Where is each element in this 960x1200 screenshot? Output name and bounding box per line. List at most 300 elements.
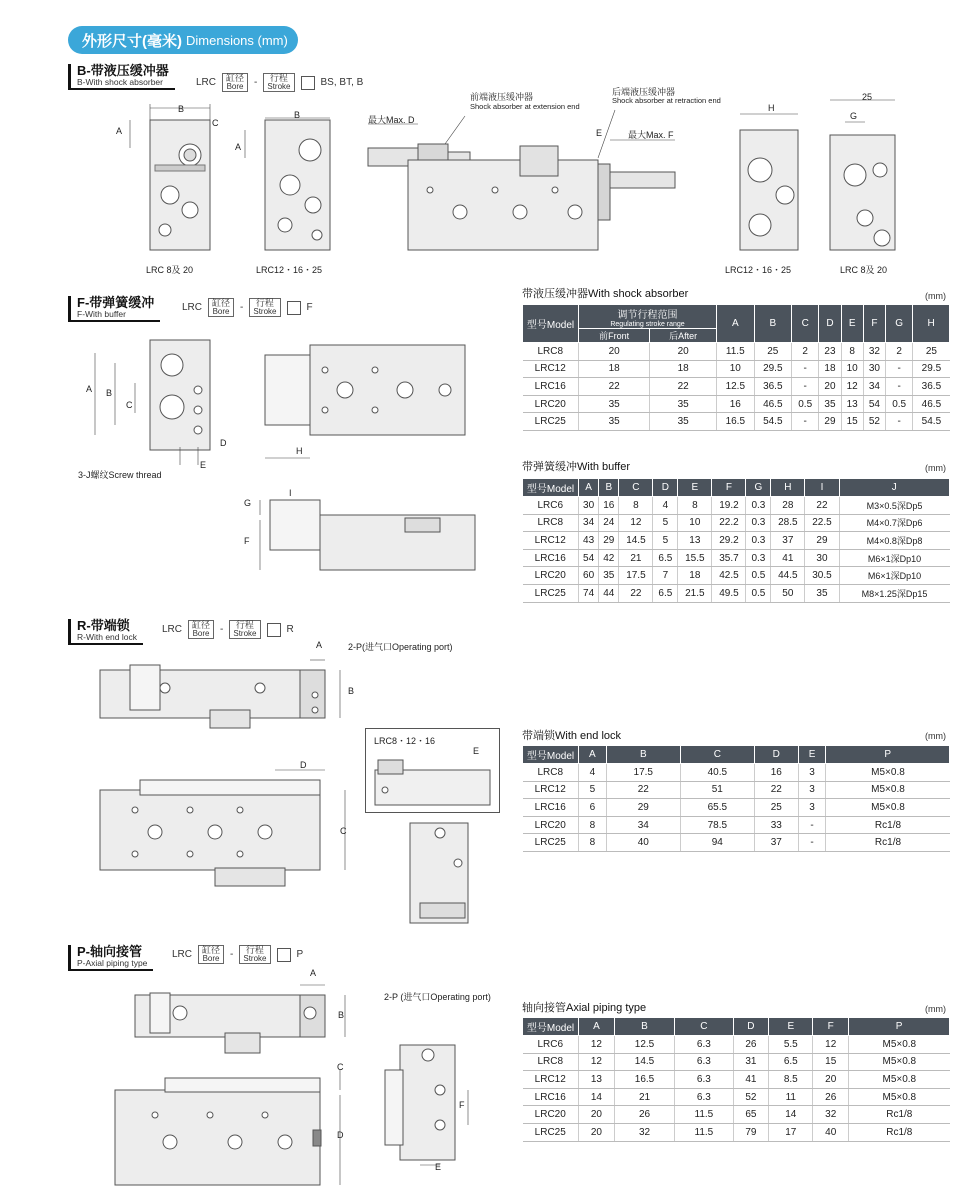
section-b-title — [68, 64, 175, 90]
table-cell: 16.5 — [717, 413, 755, 431]
table-row — [523, 1106, 950, 1124]
stroke-en: Stroke — [233, 629, 257, 638]
table-cell: M6×1深Dp10 — [839, 567, 950, 585]
dim-label-e-f: E — [200, 460, 207, 470]
table-cell: M4×0.8深Dp8 — [839, 532, 950, 550]
table-cell: 11 — [769, 1088, 813, 1106]
th-front: 前Front — [579, 329, 650, 343]
table-cell: M5×0.8 — [849, 1036, 950, 1054]
dim-label-a: A — [116, 126, 123, 136]
table-cell: 18 — [819, 360, 841, 378]
table-cell: 94 — [680, 834, 754, 852]
table-cell: 3 — [798, 781, 826, 799]
option-square — [267, 623, 281, 637]
table-cell: M5×0.8 — [826, 799, 950, 817]
table-cell: 24 — [599, 514, 619, 532]
table-cell: LRC20 — [523, 395, 579, 413]
table-row — [523, 343, 950, 361]
label-screw-thread: 3-J螺纹Screw thread — [78, 470, 162, 480]
table-cell: 34 — [606, 816, 680, 834]
table-cell: LRC6 — [523, 497, 579, 515]
table-cell: 17.5 — [606, 764, 680, 782]
section-b-title-cn: B-带液压缓冲器 — [77, 63, 169, 78]
table-cell: 29 — [606, 799, 680, 817]
section-r-code: LRC 缸径 Bore - 行程 Stroke R — [162, 620, 294, 638]
code-suffix: P — [296, 949, 304, 960]
table-header-cell: A — [579, 1018, 615, 1036]
table-cell: 16 — [599, 497, 619, 515]
table-row — [523, 378, 950, 396]
table-cell: 41 — [771, 549, 805, 567]
section-f-title-cn: F-带弹簧缓冲 — [77, 295, 155, 310]
table-cell: 26 — [813, 1088, 849, 1106]
table-cell: 6.3 — [675, 1053, 733, 1071]
section-b-title-en: B-With shock absorber — [77, 77, 163, 87]
table-header-cell: F — [813, 1018, 849, 1036]
table-cell: 0.3 — [746, 514, 771, 532]
table-buffer-unit: (mm) — [925, 463, 946, 473]
table-cell: - — [792, 413, 819, 431]
code-prefix: LRC — [182, 302, 203, 313]
table-cell: 12 — [579, 1053, 615, 1071]
table-row — [523, 532, 950, 550]
table-cell: LRC6 — [523, 1036, 579, 1054]
stroke-box — [229, 620, 260, 639]
label-front-absorber-cn: 前端液压缓冲器 — [470, 92, 534, 102]
dim-label-b-p: B — [338, 1010, 345, 1020]
th-col: G — [886, 305, 913, 343]
table-cell: 46.5 — [913, 395, 950, 413]
table-cell: 2 — [792, 343, 819, 361]
table-cell: 10 — [717, 360, 755, 378]
table-cell: 49.5 — [712, 584, 746, 602]
table-row — [523, 764, 950, 782]
stroke-cn: 行程 — [269, 73, 288, 83]
label-rear-absorber-en: Shock absorber at retraction end — [612, 96, 721, 105]
table-cell: Rc1/8 — [849, 1123, 950, 1141]
table-cell: 0.5 — [746, 567, 771, 585]
table-cell: 20 — [650, 343, 717, 361]
table-cell: 5.5 — [769, 1036, 813, 1054]
dim-label-g-f: G — [244, 498, 252, 508]
table-cell: 44.5 — [771, 567, 805, 585]
table-cell: 29.5 — [913, 360, 950, 378]
label-lrc8-20: LRC 8及 20 — [146, 265, 194, 275]
drawing-r-detail — [370, 755, 495, 810]
table-cell: 29 — [599, 532, 619, 550]
dim-label-d-f: D — [220, 438, 227, 448]
dim-label-f-p: F — [459, 1100, 465, 1110]
table-cell: LRC8 — [523, 1053, 579, 1071]
table-cell: 12 — [841, 378, 863, 396]
table-cell: 29.5 — [754, 360, 792, 378]
table-cell: Rc1/8 — [826, 816, 950, 834]
table-cell: LRC8 — [523, 764, 579, 782]
dim-label-i-f: I — [289, 488, 292, 498]
table-end-lock — [522, 745, 950, 852]
table-cell: LRC12 — [523, 1071, 579, 1089]
th-col: H — [913, 305, 950, 343]
table-row — [523, 549, 950, 567]
table-axial-unit: (mm) — [925, 1004, 946, 1014]
section-f-title — [68, 296, 160, 322]
stroke-en: Stroke — [267, 82, 291, 91]
table-header-cell: 型号Model — [523, 746, 579, 764]
label-max-d: 最大Max. D — [368, 115, 415, 125]
table-cell: 22.5 — [805, 514, 839, 532]
table-cell: 54 — [863, 395, 885, 413]
option-square — [301, 76, 315, 90]
th-col: D — [819, 305, 841, 343]
table-cell: 14 — [769, 1106, 813, 1124]
table-row — [523, 360, 950, 378]
label-lrc12-16-25: LRC12・16・25 — [256, 265, 323, 275]
table-cell: 33 — [754, 816, 798, 834]
label-lrc8-20-right: LRC 8及 20 — [840, 265, 888, 275]
table-cell: 40.5 — [680, 764, 754, 782]
table-cell: 12 — [579, 1036, 615, 1054]
table-cell: 21.5 — [678, 584, 712, 602]
table-cell: 20 — [813, 1071, 849, 1089]
table-cell: 52 — [733, 1088, 769, 1106]
table-cell: 51 — [680, 781, 754, 799]
table-cell: 37 — [754, 834, 798, 852]
table-row — [523, 1123, 950, 1141]
table-cell: 65.5 — [680, 799, 754, 817]
table-row — [523, 816, 950, 834]
drawing-f-top-view — [255, 490, 475, 580]
table-cell: 10 — [841, 360, 863, 378]
table-cell: 22 — [619, 584, 653, 602]
table-cell: 6.3 — [675, 1036, 733, 1054]
table-cell: LRC16 — [523, 378, 579, 396]
table-cell: LRC12 — [523, 532, 579, 550]
label-max-f: 最大Max. F — [628, 130, 674, 140]
table-buffer-title: 带弹簧缓冲With buffer — [522, 461, 630, 473]
table-cell: 14 — [579, 1088, 615, 1106]
table-cell: 29.2 — [712, 532, 746, 550]
table-cell: 20 — [579, 1106, 615, 1124]
table-row — [523, 514, 950, 532]
table-cell: 6 — [579, 799, 607, 817]
table-cell: 22 — [579, 378, 650, 396]
table-shock-absorber — [522, 304, 950, 431]
table-row — [523, 584, 950, 602]
table-cell: 36.5 — [754, 378, 792, 396]
table-cell: 32 — [863, 343, 885, 361]
dim-label-b-r: B — [348, 686, 355, 696]
table-header-cell: J — [839, 479, 950, 497]
stroke-cn: 行程 — [245, 945, 264, 955]
section-p-title — [68, 945, 153, 971]
table-cell: 8 — [579, 834, 607, 852]
code-prefix: LRC — [162, 624, 183, 635]
table-cell: 20 — [819, 378, 841, 396]
bore-cn: 缸径 — [226, 73, 245, 83]
drawing-p-end-view — [380, 1030, 480, 1180]
bore-en: Bore — [226, 82, 244, 91]
drawing-r-side-view — [100, 760, 360, 890]
table-header-cell: E — [798, 746, 826, 764]
drawing-b-end-view-12-16-25 — [235, 100, 345, 260]
table-header-cell: 型号Model — [523, 1018, 579, 1036]
table-header-cell: A — [579, 746, 607, 764]
table-cell: 37 — [771, 532, 805, 550]
drawing-p-side-view — [115, 1070, 355, 1190]
bore-cn: 缸径 — [202, 945, 221, 955]
table-cell: 11.5 — [675, 1106, 733, 1124]
table-header-cell: D — [754, 746, 798, 764]
drawing-p-top-view — [135, 975, 355, 1065]
table-cell: 22 — [650, 378, 717, 396]
table-cell: M8×1.25深Dp15 — [839, 584, 950, 602]
table-cell: 0.3 — [746, 549, 771, 567]
table-cell: LRC8 — [523, 514, 579, 532]
th-col: F — [863, 305, 885, 343]
table-cell: LRC12 — [523, 360, 579, 378]
table-cell: 16.5 — [614, 1071, 674, 1089]
table-header-cell: C — [680, 746, 754, 764]
table-cell: 21 — [619, 549, 653, 567]
label-lrc8-12-16: LRC8・12・16 — [374, 736, 436, 746]
table-cell: 31 — [733, 1053, 769, 1071]
table-axial-piping — [522, 1017, 950, 1142]
table-row — [523, 799, 950, 817]
drawing-f-end-view — [80, 335, 230, 475]
table-cell: 7 — [653, 567, 678, 585]
section-f-title-en: F-With buffer — [77, 309, 126, 319]
table-cell: - — [792, 360, 819, 378]
bore-en: Bore — [192, 629, 210, 638]
table-cell: M5×0.8 — [849, 1053, 950, 1071]
table-header-cell: H — [771, 479, 805, 497]
table-cell: M6×1深Dp10 — [839, 549, 950, 567]
label-front-absorber-en: Shock absorber at extension end — [470, 102, 580, 111]
dim-label-d-p: D — [337, 1130, 344, 1140]
th-col: C — [792, 305, 819, 343]
table-cell: 28.5 — [771, 514, 805, 532]
dim-label-d-r: D — [300, 760, 307, 770]
table-cell: 25 — [913, 343, 950, 361]
table-cell: 40 — [606, 834, 680, 852]
table-cell: 35 — [650, 413, 717, 431]
option-square — [277, 948, 291, 962]
stroke-en: Stroke — [253, 307, 277, 316]
code-suffix: BS, BT, B — [320, 77, 364, 88]
bore-en: Bore — [212, 307, 230, 316]
table-cell: 35 — [579, 413, 650, 431]
table-header-cell: C — [675, 1018, 733, 1036]
dim-label-b: B — [178, 104, 185, 114]
table-cell: 5 — [579, 781, 607, 799]
dim-label-h-f: H — [296, 446, 303, 456]
stroke-cn: 行程 — [235, 620, 254, 630]
table-axial-title: 轴向接管Axial piping type — [522, 1002, 647, 1014]
table-cell: 30 — [579, 497, 599, 515]
table-cell: 21 — [614, 1088, 674, 1106]
table-cell: 44 — [599, 584, 619, 602]
table-row — [523, 413, 950, 431]
stroke-en: Stroke — [243, 954, 267, 963]
table-cell: 15 — [841, 413, 863, 431]
table-shock-unit: (mm) — [925, 291, 946, 301]
table-cell: LRC25 — [523, 1123, 579, 1141]
bore-box — [208, 298, 234, 317]
section-p-title-en: P-Axial piping type — [77, 958, 148, 968]
table-buffer — [522, 478, 950, 603]
table-cell: 17 — [769, 1123, 813, 1141]
th-col: A — [717, 305, 755, 343]
table-cell: 6.5 — [653, 549, 678, 567]
stroke-box — [263, 73, 294, 92]
table-cell: - — [798, 834, 826, 852]
table-cell: 20 — [579, 1123, 615, 1141]
table-cell: 22 — [805, 497, 839, 515]
dim-label-b-f: B — [106, 388, 113, 398]
table-cell: 0.3 — [746, 532, 771, 550]
table-cell: - — [792, 378, 819, 396]
table-cell: 50 — [771, 584, 805, 602]
dim-label-e-r: E — [473, 746, 480, 756]
table-row — [523, 1071, 950, 1089]
table-cell: 3 — [798, 764, 826, 782]
drawing-b-end-view-8-20 — [110, 100, 220, 260]
table-cell: 12.5 — [614, 1036, 674, 1054]
section-p-code: LRC 缸径 Bore - 行程 Stroke P — [172, 945, 304, 963]
table-header-cell: E — [769, 1018, 813, 1036]
dim-label-a-p: A — [310, 968, 317, 978]
table-cell: 11.5 — [717, 343, 755, 361]
table-cell: 4 — [653, 497, 678, 515]
dim-label-e: E — [596, 128, 603, 138]
th-col: E — [841, 305, 863, 343]
dim-label-e-p: E — [435, 1162, 442, 1172]
table-cell: 35 — [650, 395, 717, 413]
table-row — [523, 1088, 950, 1106]
bore-box — [188, 620, 214, 639]
table-cell: LRC20 — [523, 1106, 579, 1124]
table-cell: 54 — [579, 549, 599, 567]
table-header-cell: P — [826, 746, 950, 764]
section-r-title — [68, 619, 143, 645]
th-range — [579, 305, 717, 329]
table-cell: LRC20 — [523, 567, 579, 585]
table-cell: 32 — [813, 1106, 849, 1124]
table-cell: M5×0.8 — [826, 781, 950, 799]
dim-label-a-r: A — [316, 640, 323, 650]
option-square — [287, 301, 301, 315]
bore-box — [222, 73, 248, 92]
table-cell: 0.5 — [746, 584, 771, 602]
table-cell: 16 — [717, 395, 755, 413]
table-cell: 22 — [754, 781, 798, 799]
table-cell: 30 — [863, 360, 885, 378]
table-cell: 35 — [819, 395, 841, 413]
dim-label-f-f: F — [244, 536, 250, 546]
table-header-cell: B — [606, 746, 680, 764]
table-cell: - — [886, 360, 913, 378]
table-header-cell: B — [614, 1018, 674, 1036]
table-cell: M4×0.7深Dp6 — [839, 514, 950, 532]
th-after: 后After — [650, 329, 717, 343]
table-cell: 60 — [579, 567, 599, 585]
table-cell: LRC25 — [523, 584, 579, 602]
section-b-code: LRC 缸径 Bore - 行程 Stroke BS, BT, B — [196, 73, 364, 91]
table-cell: 30 — [805, 549, 839, 567]
table-cell: 41 — [733, 1071, 769, 1089]
table-header-cell: P — [849, 1018, 950, 1036]
table-header-cell: I — [805, 479, 839, 497]
table-cell: 35 — [579, 395, 650, 413]
table-cell: 12 — [813, 1036, 849, 1054]
drawing-r-top-view — [100, 650, 370, 740]
table-cell: 54.5 — [913, 413, 950, 431]
table-row — [523, 834, 950, 852]
table-cell: 18 — [579, 360, 650, 378]
table-cell: 22 — [606, 781, 680, 799]
table-cell: 8 — [619, 497, 653, 515]
header-title-cn: 外形尺寸(毫米) — [82, 32, 182, 50]
table-cell: 42 — [599, 549, 619, 567]
label-lrc12-16-25-right: LRC12・16・25 — [725, 265, 792, 275]
table-header-cell: C — [619, 479, 653, 497]
table-cell: 2 — [886, 343, 913, 361]
dim-label-b-2: B — [294, 110, 301, 120]
dim-label-c: C — [212, 118, 219, 128]
dim-label-c-f: C — [126, 400, 133, 410]
table-cell: 43 — [579, 532, 599, 550]
table-cell: 16 — [754, 764, 798, 782]
table-cell: 25 — [754, 799, 798, 817]
table-header-cell: E — [678, 479, 712, 497]
table-cell: M3×0.5深Dp5 — [839, 497, 950, 515]
table-cell: 29 — [819, 413, 841, 431]
page-header — [68, 26, 298, 54]
table-cell: 20 — [579, 343, 650, 361]
table-cell: 0.5 — [886, 395, 913, 413]
table-cell: 11.5 — [675, 1123, 733, 1141]
table-cell: 4 — [579, 764, 607, 782]
table-header-cell: B — [599, 479, 619, 497]
table-cell: LRC20 — [523, 816, 579, 834]
header-title-en: Dimensions (mm) — [186, 32, 288, 48]
table-cell: 17.5 — [619, 567, 653, 585]
code-suffix: F — [306, 302, 313, 313]
table-cell: 78.5 — [680, 816, 754, 834]
th-range-en: Regulating stroke range — [610, 320, 685, 328]
table-cell: 40 — [813, 1123, 849, 1141]
table-cell: 74 — [579, 584, 599, 602]
table-cell: 15.5 — [678, 549, 712, 567]
label-port-r: 2-P(进气口Operating port) — [348, 642, 453, 652]
table-header-cell: G — [746, 479, 771, 497]
stroke-box — [239, 945, 270, 964]
table-cell: M5×0.8 — [849, 1088, 950, 1106]
stroke-box — [249, 298, 280, 317]
table-cell: 6.3 — [675, 1071, 733, 1089]
table-cell: 34 — [579, 514, 599, 532]
table-row — [523, 395, 950, 413]
table-cell: 13 — [579, 1071, 615, 1089]
table-cell: LRC12 — [523, 781, 579, 799]
table-cell: 42.5 — [712, 567, 746, 585]
table-cell: LRC25 — [523, 413, 579, 431]
table-cell: 35 — [805, 584, 839, 602]
bore-cn: 缸径 — [192, 620, 211, 630]
code-prefix: LRC — [172, 949, 193, 960]
table-cell: 23 — [819, 343, 841, 361]
table-cell: 13 — [841, 395, 863, 413]
